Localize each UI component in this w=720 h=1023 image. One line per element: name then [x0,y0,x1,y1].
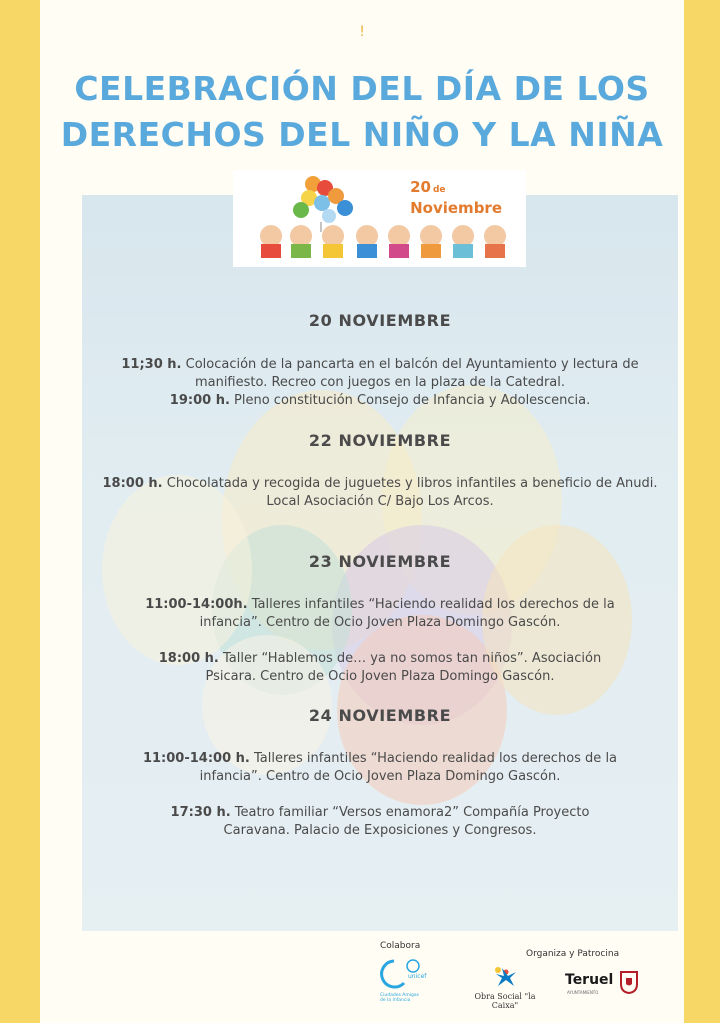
unicef-text: unicef [408,973,427,980]
caixa-text: Obra Social "la Caixa" [474,992,536,1010]
entry-text: Pleno constitución Consejo de Infancia y Adolescencia. [229,393,591,408]
teruel-text: Teruel [565,972,614,988]
program-content [82,195,678,931]
entry-time: 17:30 h. [170,805,231,820]
entry-time: 18:00 h. [102,476,163,491]
teruel-sub: AYUNTAMIENTO [567,990,599,995]
entry-24-2 [142,804,618,840]
title-line-2: DERECHOS DEL NIÑO Y LA NIÑA [60,115,664,154]
collabora-label: Colabora [380,941,421,951]
day-heading-23: 23 NOVIEMBRE [308,552,452,571]
teruel-logo [565,968,643,1004]
entry-time: 19:00 h. [169,393,230,408]
banner-de: de [432,185,446,195]
entry-20-1 [92,356,668,392]
banner-day: 20 [410,178,431,196]
entry-text: Talleres infantiles “Haciendo realidad los derechos de la infancia”. Centro de Ocio Joven Plaza Domingo Gascón. [199,597,615,630]
entry-time: 18:00 h. [158,651,219,666]
children-row-icon [260,225,506,258]
title-line-1: CELEBRACIÓN DEL DÍA DE LOS [74,69,650,108]
entry-text: Taller “Hablemos de… ya no somos tan niños”. Asociación Psicara. Centro de Ocio Joven Plaza Domingo Gascón. [205,651,602,684]
day-heading-24: 24 NOVIEMBRE [308,706,452,725]
entry-24-1 [122,750,638,786]
entry-time: 11;30 h. [121,357,182,372]
banner-date [410,178,502,217]
right-yellow-border [684,0,720,1023]
organiza-label: Organiza y Patrocina [526,949,620,959]
day-heading-22: 22 NOVIEMBRE [308,431,452,450]
banner-month: Noviembre [410,199,502,217]
entry-text: Talleres infantiles “Haciendo realidad los derechos de la infancia”. Centro de Ocio Joven Plaza Domingo Gascón. [199,751,618,784]
entry-23-2 [132,650,628,686]
entry-text: Chocolatada y recogida de juguetes y libros infantiles a beneficio de Anudi. Local Asociación C/ Bajo Los Arcos. [162,476,658,509]
entry-time: 11:00-14:00h. [145,597,248,612]
teruel-shield-icon [619,970,639,994]
day-heading-20: 20 NOVIEMBRE [308,311,452,330]
entry-22-1 [92,475,668,511]
ciudades-text: Ciudades Amigas de la Infancia [380,993,419,1003]
entry-20-2 [92,392,668,410]
caixa-star-icon [462,962,548,988]
left-yellow-border [0,0,40,1023]
november-banner [233,170,526,267]
top-mark: ! [359,24,365,40]
page-title [40,66,684,158]
entry-23-1 [122,596,638,632]
balloon-cluster-icon [293,176,353,232]
obra-social-caixa-logo [462,962,548,1008]
entry-time: 11:00-14:00 h. [142,751,250,766]
entry-text: Colocación de la pancarta en el balcón del Ayuntamiento y lectura de manifiesto. Recreo con juegos en la plaza de la Catedral. [181,357,639,390]
unicef-ciudades-logo [380,957,432,1013]
entry-text: Teatro familiar “Versos enamora2” Compañía Proyecto Caravana. Palacio de Exposiciones y Congresos. [223,805,590,838]
